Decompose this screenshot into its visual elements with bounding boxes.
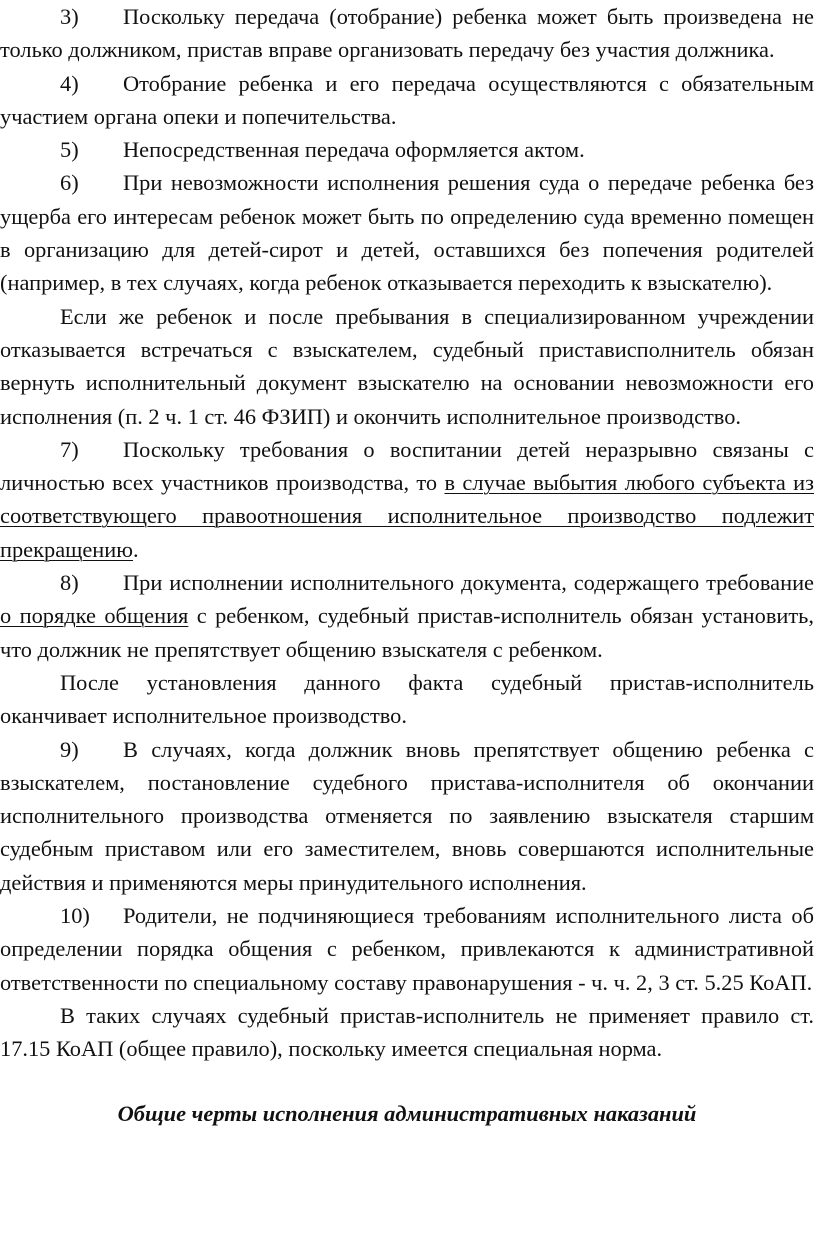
paragraph-text: После установления данного факта судебный пристав-исполнитель оканчивает исполнительное производство. — [0, 669, 814, 729]
paragraph-7 — [0, 433, 814, 566]
paragraph-text-end: с ребенком, судебный пристав-исполнитель обязан установить, что должник не препятствует общению взыскателя с ребенком. — [0, 603, 814, 662]
paragraph-text: Родители, не подчиняющиеся требованиям исполнительного листа об определении порядка общения с ребенком, привлекаются к административной ответственности по специальному составу правонарушения - ч. ч. 2, 3 ст. 5.25 КоАП. — [0, 903, 814, 995]
paragraph-9 — [0, 733, 814, 899]
paragraph-text: Непосредственная передача оформляется актом. — [123, 137, 585, 163]
paragraph-10-continuation — [0, 999, 814, 1066]
paragraph-text: При невозможности исполнения решения суда о передаче ребенка без ущерба его интересам ребенок может быть по определению суда временно помещен в организацию для детей-сирот и детей, оставшихся без попечения родителей (например, в тех случаях, когда ребенок отказывается переходить к взыскателю). — [0, 170, 814, 296]
paragraph-8 — [0, 566, 814, 666]
item-number: 4) — [60, 70, 79, 96]
paragraph-8-continuation — [0, 666, 814, 733]
paragraph-6 — [0, 166, 814, 299]
underlined-text: в случае выбытия любого субъекта из соответствующего правоотношения исполнительное производство подлежит прекращению — [0, 470, 814, 562]
paragraph-text: Если же ребенок и после пребывания в специализированном учреждении отказывается встречаться с взыскателем, судебный пристависполнитель обязан вернуть исполнительный документ взыскателю на основании невозможности его исполнения (п. 2 ч. 1 ст. 46 ФЗИП) и окончить исполнительное производство. — [0, 303, 814, 429]
item-number: 9) — [60, 736, 79, 762]
item-number: 10) — [60, 903, 90, 929]
paragraph-text: Поскольку передача (отобрание) ребенка может быть произведена не только должником, пристав вправе организовать передачу без участия должника. — [0, 4, 814, 63]
item-number: 8) — [60, 570, 79, 596]
item-number: 7) — [60, 436, 79, 462]
section-heading: Общие черты исполнения административных наказаний — [117, 1100, 697, 1126]
paragraph-text: В таких случаях судебный пристав-исполнитель не применяет правило ст. 17.15 КоАП (общее правило), поскольку имеется специальная норма. — [0, 1002, 814, 1062]
paragraph-text: Поскольку требования о воспитании детей неразрывно связаны с личностью всех участников производства, то — [0, 436, 814, 496]
paragraph-text: При исполнении исполнительного документа, содержащего требование — [123, 570, 814, 596]
paragraph-3 — [0, 0, 814, 67]
paragraph-6-continuation — [0, 300, 814, 433]
paragraph-text: Отобрание ребенка и его передача осуществляются с обязательным участием органа опеки и попечительства. — [0, 70, 814, 129]
underlined-text: о порядке общения — [0, 603, 189, 629]
item-number: 5) — [60, 137, 79, 163]
item-number: 3) — [60, 4, 79, 29]
paragraph-text: В случаях, когда должник вновь препятствует общению ребенка с взыскателем, постановление судебного пристава-исполнителя об окончании исполнительного производства отменяется по заявлению взыскателя старшим судебным приставом или его заместителем, вновь совершаются исполнительные действия и применяются меры принудительного исполнения. — [0, 736, 814, 895]
paragraph-10 — [0, 899, 814, 999]
paragraph-4 — [0, 67, 814, 134]
item-number: 6) — [60, 170, 79, 196]
paragraph-text-end: . — [133, 536, 139, 562]
paragraph-5 — [0, 133, 814, 166]
